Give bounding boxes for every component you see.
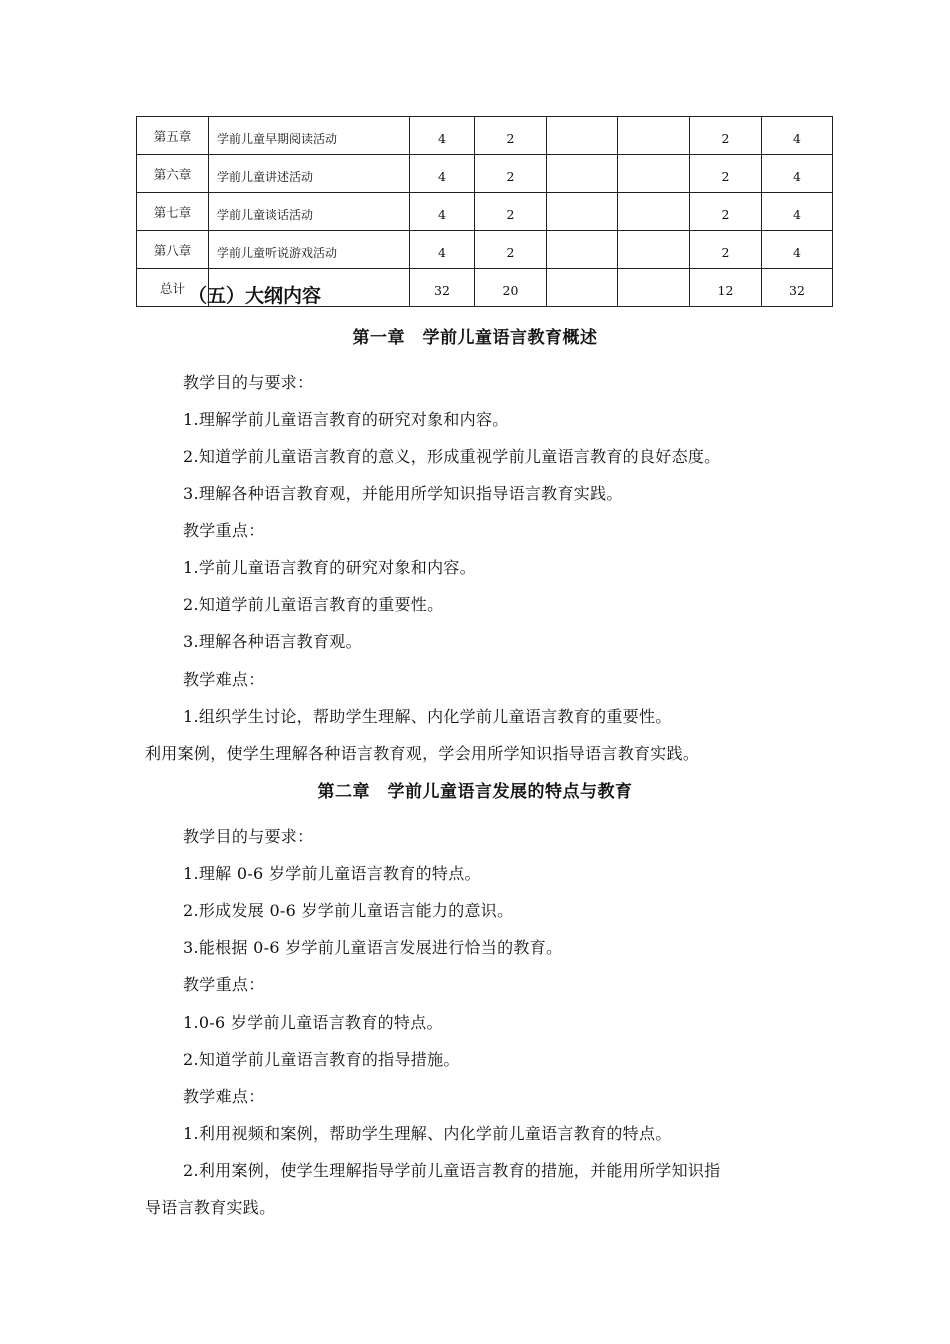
ch2-line: 教学目的与要求： xyxy=(183,827,314,846)
chapter2-title: 第二章 学前儿童语言发展的特点与教育 xyxy=(317,782,633,802)
hours-cell xyxy=(618,231,690,269)
hours-cell xyxy=(618,155,690,193)
ch2-line: 教学重点： xyxy=(183,975,265,994)
hours-cell: 2 xyxy=(475,231,547,269)
ch2-line: 导语言教育实践。 xyxy=(145,1198,276,1217)
ch2-line: 2.形成发展 0-6 岁学前儿童语言能力的意识。 xyxy=(183,901,514,920)
ch1-line: 1.学前儿童语言教育的研究对象和内容。 xyxy=(183,558,476,577)
hours-cell: 2 xyxy=(475,155,547,193)
ch1-line: 教学重点： xyxy=(183,521,265,540)
ch2-line: 3.能根据 0-6 岁学前儿童语言发展进行恰当的教育。 xyxy=(183,938,563,957)
ch1-line: 2.知道学前儿童语言教育的重要性。 xyxy=(183,595,444,614)
hours-cell xyxy=(547,117,618,155)
table-row xyxy=(137,117,833,155)
chapter-cell: 第六章 xyxy=(137,155,209,193)
hours-cell: 2 xyxy=(475,193,547,231)
hours-cell: 4 xyxy=(410,155,475,193)
ch1-line: 1.理解学前儿童语言教育的研究对象和内容。 xyxy=(183,410,509,429)
ch1-line: 教学目的与要求： xyxy=(183,373,314,392)
hours-cell: 4 xyxy=(762,117,833,155)
hours-cell: 4 xyxy=(410,193,475,231)
hours-cell xyxy=(547,155,618,193)
hours-cell: 32 xyxy=(410,269,475,307)
hours-cell: 2 xyxy=(690,231,762,269)
table-row xyxy=(137,231,833,269)
section-title: （五）大纲内容 xyxy=(188,285,322,307)
ch1-line: 3.理解各种语言教育观。 xyxy=(183,632,362,651)
hours-cell xyxy=(547,193,618,231)
ch2-line: 2.知道学前儿童语言教育的指导措施。 xyxy=(183,1050,460,1069)
hours-cell xyxy=(618,193,690,231)
activity-name-cell: 学前儿童谈话活动 xyxy=(209,193,410,231)
hours-cell: 2 xyxy=(475,117,547,155)
hours-cell: 32 xyxy=(762,269,833,307)
table-row xyxy=(137,155,833,193)
ch2-line: 1.0-6 岁学前儿童语言教育的特点。 xyxy=(183,1013,443,1032)
ch1-line: 2.知道学前儿童语言教育的意义，形成重视学前儿童语言教育的良好态度。 xyxy=(183,447,721,466)
chapter-cell: 第八章 xyxy=(137,231,209,269)
ch1-line: 利用案例，使学生理解各种语言教育观，学会用所学知识指导语言教育实践。 xyxy=(145,744,700,763)
table-row xyxy=(137,193,833,231)
ch1-line: 3.理解各种语言教育观，并能用所学知识指导语言教育实践。 xyxy=(183,484,623,503)
hours-cell xyxy=(547,269,618,307)
hours-cell: 4 xyxy=(762,193,833,231)
hours-cell: 4 xyxy=(762,231,833,269)
ch2-line: 1.利用视频和案例，帮助学生理解、内化学前儿童语言教育的特点。 xyxy=(183,1124,672,1143)
ch1-line: 教学难点： xyxy=(183,670,265,689)
hours-cell: 2 xyxy=(690,193,762,231)
hours-cell: 20 xyxy=(475,269,547,307)
hours-table xyxy=(136,116,833,307)
hours-cell xyxy=(618,117,690,155)
hours-cell: 4 xyxy=(762,155,833,193)
chapter-cell: 第七章 xyxy=(137,193,209,231)
hours-cell xyxy=(618,269,690,307)
activity-name-cell: 学前儿童讲述活动 xyxy=(209,155,410,193)
ch2-line: 教学难点： xyxy=(183,1087,265,1106)
chapter1-title: 第一章 学前儿童语言教育概述 xyxy=(352,328,598,348)
activity-name-cell: 学前儿童早期阅读活动 xyxy=(209,117,410,155)
chapter-cell: 总计 xyxy=(137,269,209,307)
hours-cell: 2 xyxy=(690,117,762,155)
hours-cell xyxy=(547,231,618,269)
hours-cell: 12 xyxy=(690,269,762,307)
ch2-line: 2.利用案例，使学生理解指导学前儿童语言教育的措施，并能用所学知识指 xyxy=(183,1161,721,1180)
hours-cell: 4 xyxy=(410,117,475,155)
hours-cell: 2 xyxy=(690,155,762,193)
hours-cell: 4 xyxy=(410,231,475,269)
ch2-line: 1.理解 0-6 岁学前儿童语言教育的特点。 xyxy=(183,864,481,883)
ch1-line: 1.组织学生讨论，帮助学生理解、内化学前儿童语言教育的重要性。 xyxy=(183,707,672,726)
chapter-cell: 第五章 xyxy=(137,117,209,155)
activity-name-cell: 学前儿童听说游戏活动 xyxy=(209,231,410,269)
